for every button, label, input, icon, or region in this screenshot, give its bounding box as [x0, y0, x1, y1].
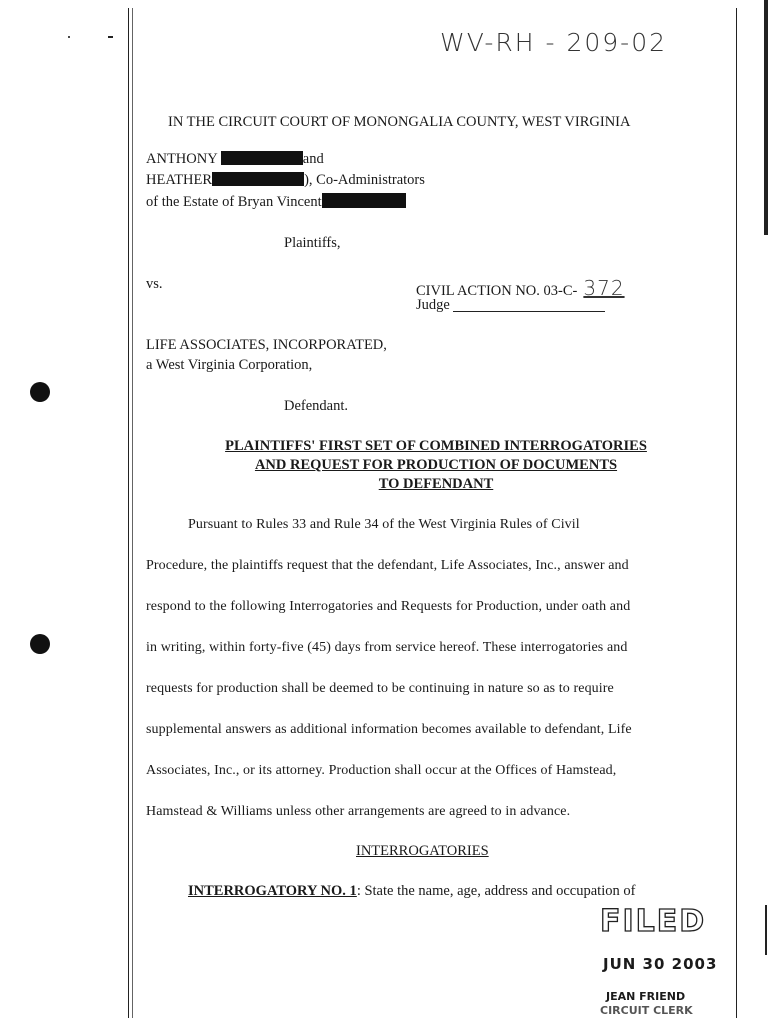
body-line-4: in writing, within forty-five (45) days from service hereof. These interrogatories and: [146, 640, 628, 655]
right-margin-rule: [736, 8, 737, 1018]
interrogatory-1-text: : State the name, age, address and occupation of: [356, 883, 636, 899]
judge-blank: [453, 298, 605, 312]
defendant-name: LIFE ASSOCIATES, INCORPORATED,: [146, 337, 387, 353]
speck: [68, 36, 70, 38]
body-line-8: Hamstead & Williams unless other arrangements are agreed to in advance.: [146, 804, 571, 819]
redaction-bar: [221, 151, 303, 165]
plaintiff-line-1: [146, 151, 324, 168]
filed-stamp: FILED: [600, 904, 707, 939]
document-title-line-2: AND REQUEST FOR PRODUCTION OF DOCUMENTS: [254, 457, 618, 473]
plaintiffs-label: Plaintiffs,: [284, 235, 341, 251]
plaintiff-line-3: [146, 193, 406, 211]
left-margin-rule: [128, 8, 129, 1018]
document-title-line-1: PLAINTIFFS' FIRST SET OF COMBINED INTERROGATORIES: [225, 438, 647, 454]
plaintiff-2-suffix: ), Co-Administrators: [304, 172, 425, 188]
redaction-bar: [212, 172, 304, 186]
defendant-label: Defendant.: [284, 398, 349, 414]
handwritten-reference: WV-RH - 209-02: [440, 28, 668, 57]
scan-mark: [108, 36, 113, 38]
section-heading: INTERROGATORIES: [356, 843, 489, 859]
document-title-line-3: TO DEFENDANT: [378, 476, 494, 492]
defendant-description: a West Virginia Corporation,: [146, 357, 313, 373]
right-edge-mark-lower: [765, 905, 767, 955]
punch-hole-bottom: [30, 634, 50, 654]
clerk-name: JEAN FRIEND: [606, 990, 686, 1003]
body-line-6: supplemental answers as additional information becomes available to defendant, Life: [146, 722, 632, 737]
redaction-bar: [322, 193, 406, 208]
versus: vs.: [146, 276, 163, 292]
civil-action-label: CIVIL ACTION NO. 03-C-: [416, 283, 578, 299]
body-line-1: Pursuant to Rules 33 and Rule 34 of the West Virginia Rules of Civil: [188, 517, 580, 532]
judge-label: Judge: [416, 297, 450, 313]
civil-action-number: 372: [583, 276, 625, 300]
body-line-2: Procedure, the plaintiffs request that the defendant, Life Associates, Inc., answer and: [146, 558, 629, 573]
judge-line: [416, 297, 605, 314]
filed-date: JUN 30 2003: [603, 955, 718, 973]
clerk-title: CIRCUIT CLERK: [600, 1004, 693, 1017]
body-line-3: respond to the following Interrogatories and Requests for Production, under oath and: [146, 599, 631, 614]
punch-hole-top: [30, 382, 50, 402]
interrogatory-1: [188, 883, 635, 900]
court-heading: IN THE CIRCUIT COURT OF MONONGALIA COUNTY, WEST VIRGINIA: [168, 114, 631, 130]
plaintiff-1-name: ANTHONY: [146, 151, 221, 167]
left-margin-rule-inner: [132, 8, 133, 1018]
estate-text: of the Estate of Bryan Vincent: [146, 194, 322, 210]
plaintiff-2-name: HEATHER: [146, 172, 213, 188]
body-line-5: requests for production shall be deemed to be continuing in nature so as to require: [146, 681, 614, 696]
interrogatory-1-label: INTERROGATORY NO. 1: [188, 883, 357, 899]
body-line-7: Associates, Inc., or its attorney. Production shall occur at the Offices of Hamstead,: [146, 763, 617, 778]
plaintiff-1-suffix: and: [302, 151, 324, 167]
right-edge-mark: [764, 0, 768, 235]
plaintiff-line-2: [146, 172, 425, 189]
